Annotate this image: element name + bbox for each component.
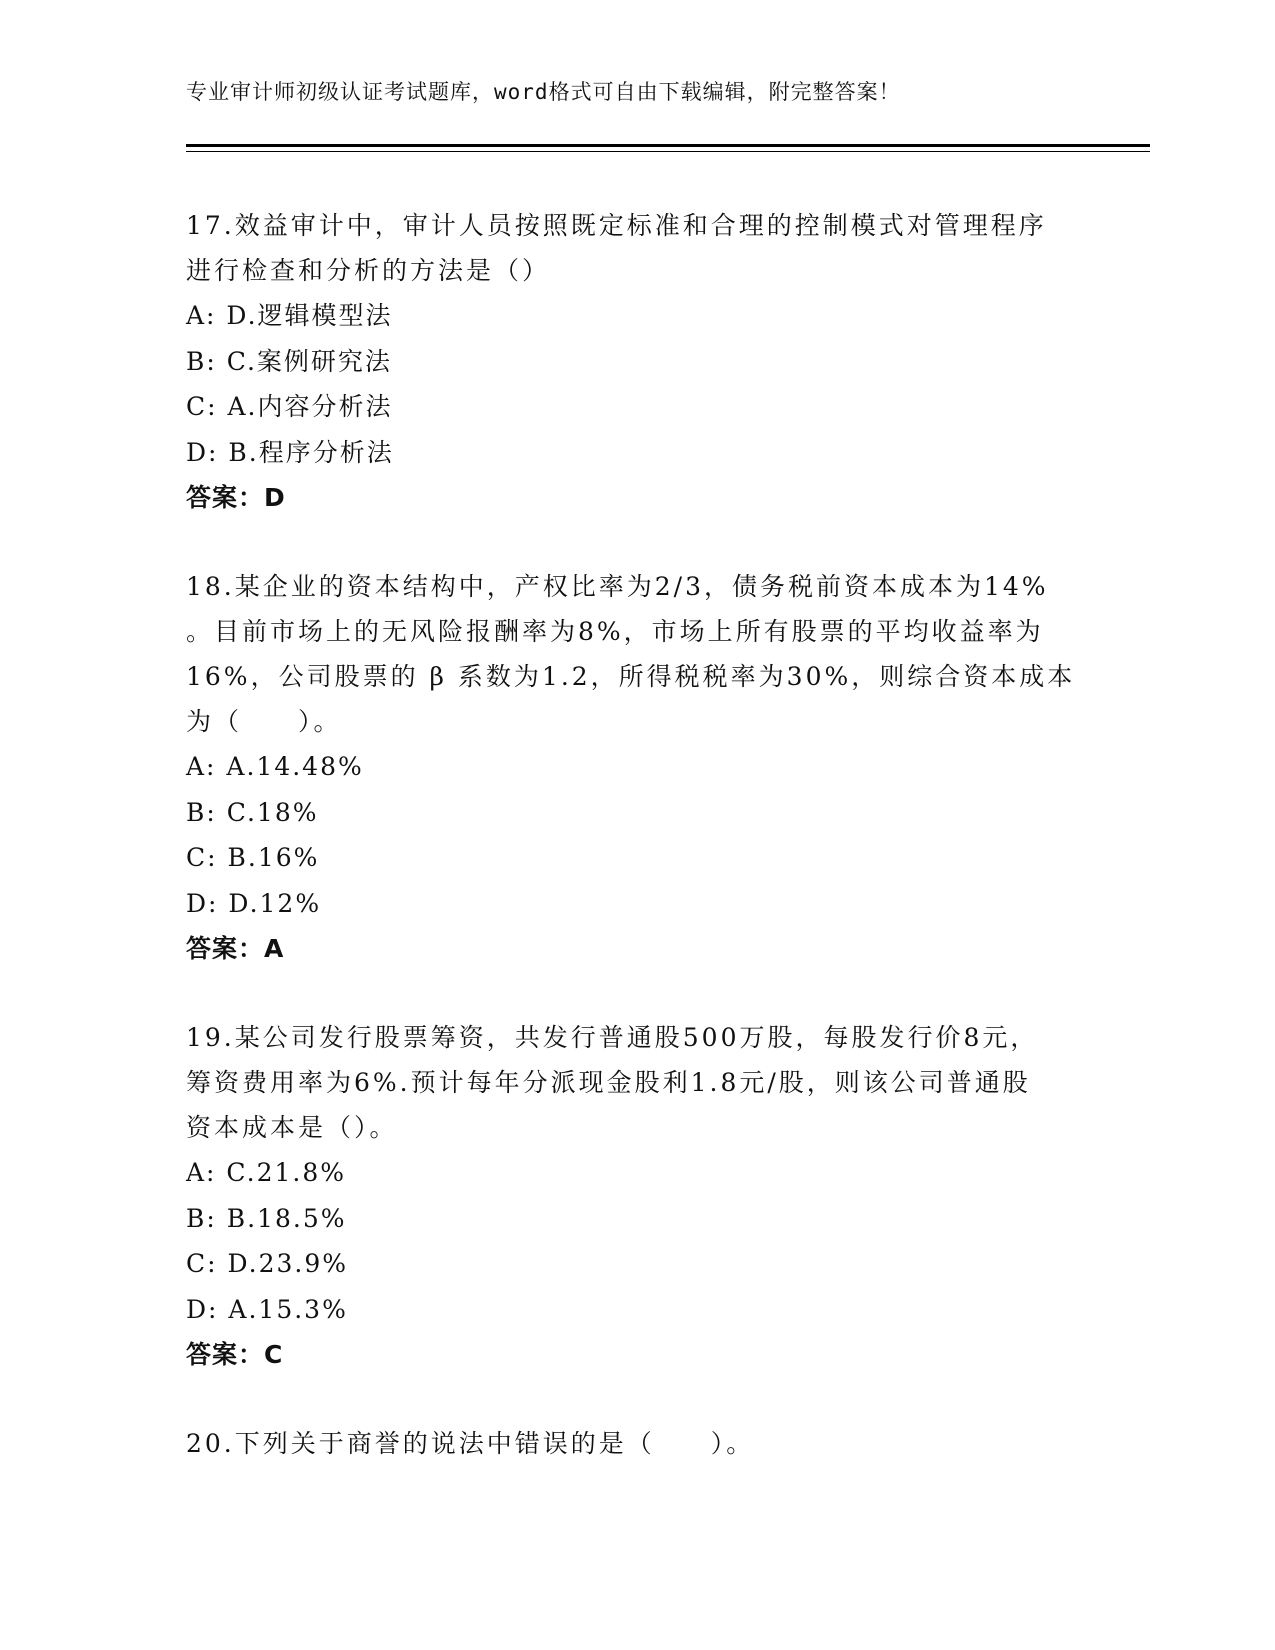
question-text: 17.效益审计中，审计人员按照既定标准和合理的控制模式对管理程序 <box>186 211 1047 240</box>
question-17 <box>186 203 1086 520</box>
option-d: D: D.12% <box>186 888 322 918</box>
question-text: 。目前市场上的无风险报酬率为8%，市场上所有股票的平均收益率为 <box>186 617 1044 646</box>
option-c: C: A.内容分析法 <box>186 392 393 421</box>
question-text: 20.下列关于商誉的说法中错误的是（ ）。 <box>186 1429 755 1458</box>
option-a: A: D.逻辑模型法 <box>186 301 393 330</box>
option-d: D: A.15.3% <box>186 1294 348 1324</box>
page-header: 专业审计师初级认证考试题库，word格式可自由下载编辑，附完整答案！ <box>186 80 901 104</box>
option-c: C: D.23.9% <box>186 1249 349 1278</box>
option-d: D: B.程序分析法 <box>186 437 394 467</box>
option-a: A: A.14.48% <box>186 752 364 781</box>
option-b: B: C.案例研究法 <box>186 346 392 376</box>
question-20 <box>186 1421 1086 1466</box>
question-18 <box>186 564 1086 971</box>
question-19 <box>186 1015 1086 1377</box>
question-list <box>186 203 1086 1510</box>
option-b: B: B.18.5% <box>186 1203 347 1233</box>
header-rule-thick <box>186 144 1150 147</box>
question-text: 筹资费用率为6%.预计每年分派现金股利1.8元/股，则该公司普通股 <box>186 1068 1031 1097</box>
answer-label: 答案：A <box>186 934 285 963</box>
answer-label: 答案：C <box>186 1340 284 1369</box>
option-a: A: C.21.8% <box>186 1158 347 1187</box>
question-text: 为（ ）。 <box>186 707 342 736</box>
question-text: 16%，公司股票的 β 系数为1.2，所得税税率为30%，则综合资本成本 <box>186 662 1076 691</box>
question-text: 进行检查和分析的方法是（） <box>186 256 551 285</box>
question-text: 19.某公司发行股票筹资，共发行普通股500万股，每股发行价8元， <box>186 1023 1039 1052</box>
answer-label: 答案：D <box>186 483 286 512</box>
question-text: 资本成本是（）。 <box>186 1113 398 1142</box>
question-text: 18.某企业的资本结构中，产权比率为2/3，债务税前资本成本为14% <box>186 572 1049 601</box>
header-rule-thin <box>186 151 1150 152</box>
option-c: C: B.16% <box>186 843 320 872</box>
option-b: B: C.18% <box>186 797 319 827</box>
